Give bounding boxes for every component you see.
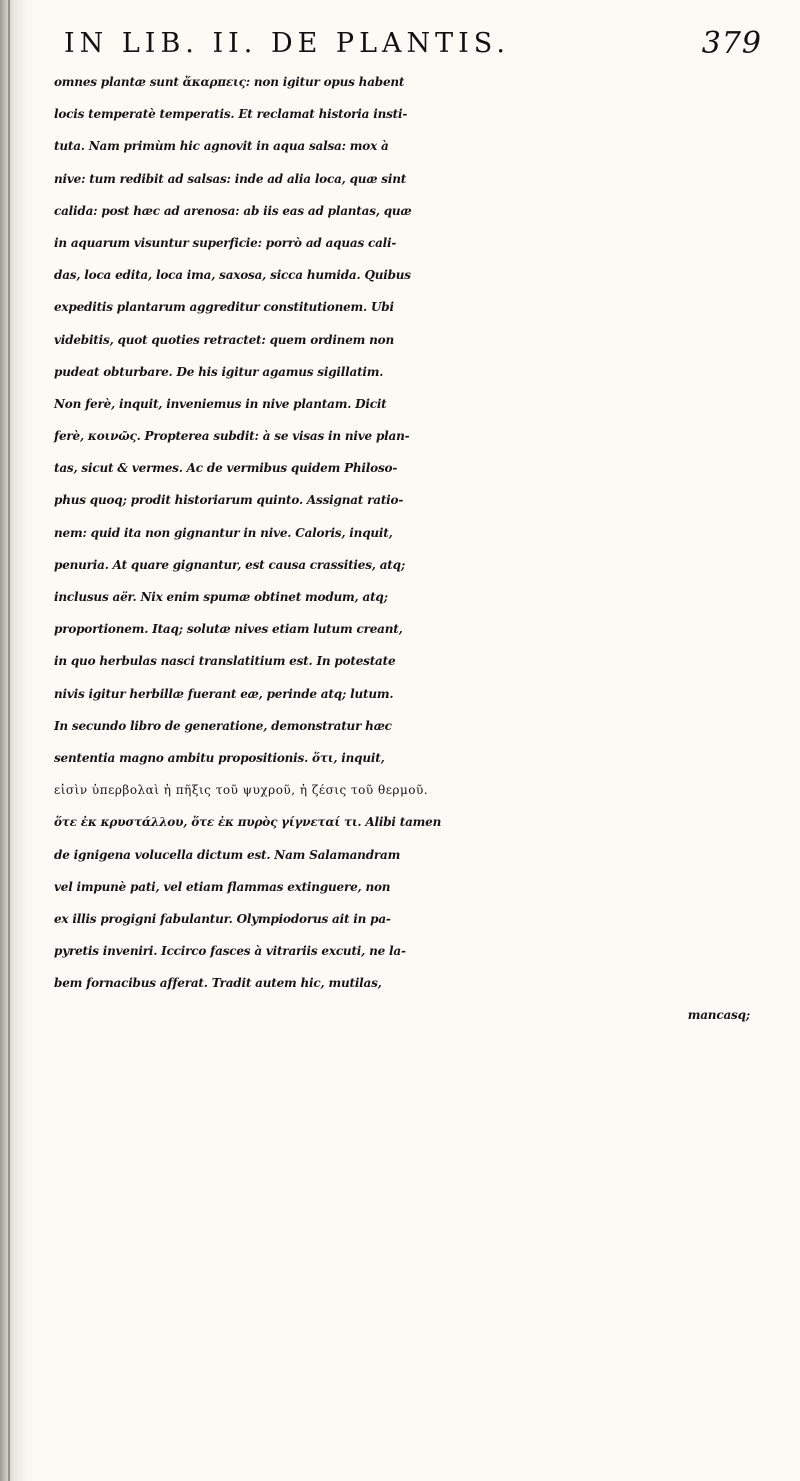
greek-text-line: εἰσὶν ὑπερβολαὶ ἡ πῆξις τοῦ ψυχροῦ, ἡ ζέσις τοῦ θερμοῦ. xyxy=(54,783,429,798)
text-line: In secundo libro de generatione, demonstratur hæc xyxy=(54,718,392,733)
text-line: sententia magno ambitu propositionis. ὅτι, inquit, xyxy=(54,750,385,765)
binding-edge xyxy=(8,0,10,1481)
text-line: ferè, κοινῶς. Propterea subdit: à se visas in nive plan- xyxy=(54,429,410,444)
text-line: expeditis plantarum aggreditur constitutionem. Ubi xyxy=(54,300,394,315)
text-line: proportionem. Itaq; solutæ nives etiam lutum creant, xyxy=(54,622,403,637)
text-line: nem: quid ita non gignantur in nive. Caloris, inquit, xyxy=(54,525,393,540)
text-line: calida: post hæc ad arenosa: ab iis eas ad plantas, quæ xyxy=(54,203,412,218)
text-line: penuria. At quare gignantur, est causa crassities, atq; xyxy=(54,557,406,572)
text-line: bem fornacibus afferat. Tradit autem hic, mutilas, xyxy=(54,976,382,991)
text-line: videbitis, quot quoties retractet: quem ordinem non xyxy=(54,332,394,347)
text-line: pyretis inveniri. Iccirco fasces à vitrariis excuti, ne la- xyxy=(54,944,406,959)
text-line: locis temperatè temperatis. Et reclamat historia insti- xyxy=(54,107,408,122)
binding-gutter xyxy=(0,0,34,1481)
text-line: nive: tum redibit ad salsas: inde ad alia loca, quæ sint xyxy=(54,171,407,186)
text-line: phus quoq; prodit historiarum quinto. Assignat ratio- xyxy=(54,493,404,508)
text-line: vel impunè pati, vel etiam flammas extinguere, non xyxy=(54,879,391,894)
text-line: tuta. Nam primùm hic agnovit in aqua salsa: mox à xyxy=(54,139,389,154)
text-line: inclusus aër. Nix enim spumæ obtinet modum, atq; xyxy=(54,590,388,604)
text-line: Non ferè, inquit, inveniemus in nive plantam. Dicit xyxy=(54,396,387,411)
text-line: omnes plantæ sunt ἄκαρπεις: non igitur opus habent xyxy=(54,75,405,89)
book-page xyxy=(54,22,790,1462)
text-line: ὅτε ἐκ κρυστάλλου, ὅτε ἐκ πυρὸς γίγνεταί τι. Alibi tamen xyxy=(54,815,442,830)
text-line: das, loca edita, loca ima, saxosa, sicca humida. Quibus xyxy=(54,268,411,283)
page-number: 379 xyxy=(701,26,762,61)
running-head-title: IN LIB. II. DE PLANTIS. xyxy=(64,28,510,59)
catchword: mancasq; xyxy=(687,1008,750,1023)
text-line: ex illis progigni fabulantur. Olympiodorus ait in pa- xyxy=(54,911,391,926)
text-line: in aquarum visuntur superficie: porrò ad aquas cali- xyxy=(54,235,397,250)
text-line: tas, sicut & vermes. Ac de vermibus quidem Philoso- xyxy=(54,461,398,476)
text-line: nivis igitur herbillæ fuerant eæ, perinde atq; lutum. xyxy=(54,686,394,701)
text-line: de ignigena volucella dictum est. Nam Salamandram xyxy=(54,847,401,862)
running-head xyxy=(54,22,790,64)
text-line: in quo herbulas nasci translatitium est. In potestate xyxy=(54,654,396,669)
text-line: pudeat obturbare. De his igitur agamus sigillatim. xyxy=(54,364,384,379)
body-text xyxy=(54,66,790,1032)
